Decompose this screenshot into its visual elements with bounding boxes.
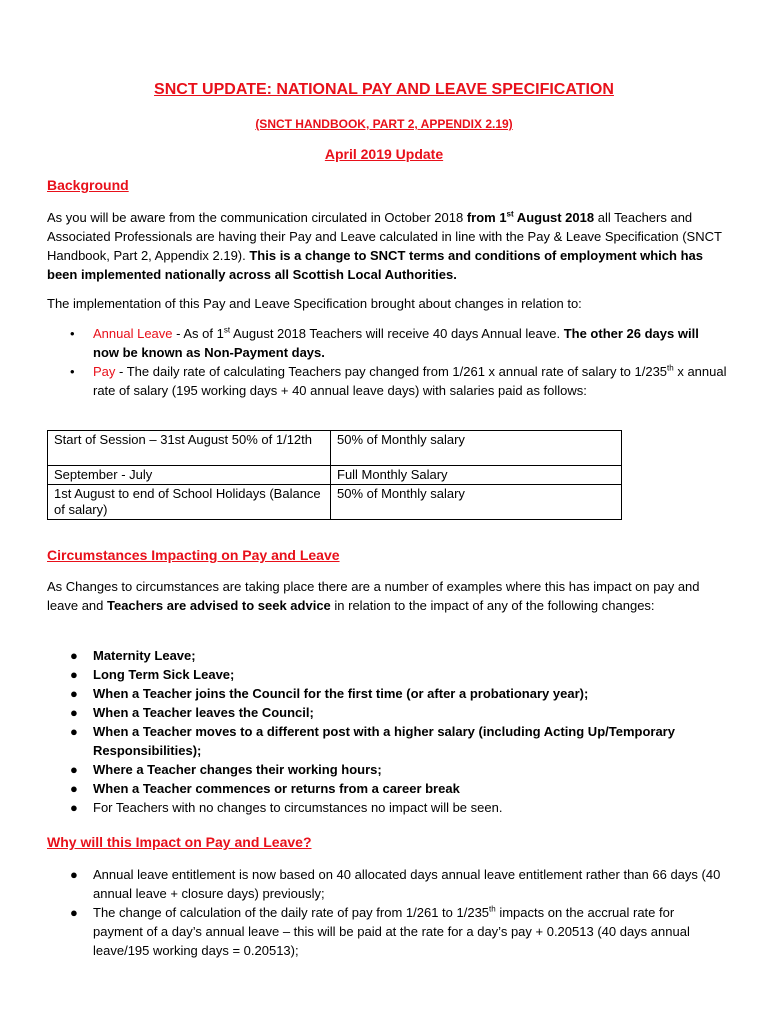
bullet-icon: •: [70, 326, 75, 341]
bullet-icon: ●: [70, 667, 78, 682]
list-item: ● Where a Teacher changes their working hours;: [70, 762, 382, 777]
circumstances-heading: Circumstances Impacting on Pay and Leave: [47, 547, 340, 563]
table-row: [48, 485, 622, 520]
list-item: ● Annual leave entitlement is now based on 40 allocated days annual leave entitlement rather than 66 days (40 annual leave + closure days) previously;: [70, 867, 721, 901]
changes-list: [47, 324, 727, 400]
list-item: ● When a Teacher moves to a different post with a higher salary (including Acting Up/Temporary Responsibilities);: [70, 724, 675, 758]
list-item: ● For Teachers with no changes to circumstances no impact will be seen.: [70, 800, 503, 815]
why-list: [47, 865, 727, 960]
update-date: April 2019 Update: [324, 146, 444, 162]
bullet-icon: ●: [70, 705, 78, 720]
list-item: ● When a Teacher commences or returns from a career break: [70, 781, 460, 796]
table-cell: September - July: [48, 466, 331, 485]
bullet-icon: ●: [70, 648, 78, 663]
salary-table: [47, 430, 622, 520]
list-item: ● Maternity Leave;: [70, 648, 196, 663]
circumstances-paragraph: As Changes to circumstances are taking place there are a number of examples where this has impact on pay and leave and Teachers are advised to seek advice in relation to the impact of any of the following changes:: [47, 579, 700, 613]
handbook-reference: (SNCT HANDBOOK, PART 2, APPENDIX 2.19): [255, 117, 513, 131]
list-item: ● When a Teacher leaves the Council;: [70, 705, 314, 720]
background-paragraph-2: The implementation of this Pay and Leave Specification brought about changes in relation to:: [47, 296, 582, 311]
why-heading: Why will this Impact on Pay and Leave?: [47, 834, 312, 850]
table-cell: 50% of Monthly salary: [331, 431, 622, 466]
table-cell: Full Monthly Salary: [331, 466, 622, 485]
table-cell: 1st August to end of School Holidays (Balance of salary): [48, 485, 331, 520]
list-item: • Pay - The daily rate of calculating Teachers pay changed from 1/261 x annual rate of salary to 1/235th x annual rate of salary (195 working days + 40 annual leave days) with salaries paid as follows:: [70, 363, 727, 398]
list-item: ● When a Teacher joins the Council for the first time (or after a probationary year);: [70, 686, 589, 701]
page-title: SNCT UPDATE: NATIONAL PAY AND LEAVE SPECIFICATION: [154, 81, 614, 98]
list-item: ● Long Term Sick Leave;: [70, 667, 235, 682]
background-heading: Background: [47, 177, 129, 193]
table-row: [48, 431, 622, 466]
bullet-icon: ●: [70, 800, 78, 815]
table-cell: Start of Session – 31st August 50% of 1/12th: [48, 431, 331, 466]
bullet-icon: ●: [70, 762, 78, 777]
table-row: [48, 466, 622, 485]
bullet-icon: ●: [70, 686, 78, 701]
bullet-icon: ●: [70, 867, 78, 882]
circumstances-list: [47, 646, 727, 817]
bullet-icon: •: [70, 364, 75, 379]
list-item: ● The change of calculation of the daily rate of pay from 1/261 to 1/235th impacts on the accrual rate for payment of a day’s annual leave – this will be paid at the rate for a day’s pay + 0.20513 (40 days annual leave/195 working days = 0.20513);: [70, 904, 690, 958]
list-item: • Annual Leave - As of 1st August 2018 Teachers will receive 40 days Annual leave. The other 26 days will now be known as Non-Payment days.: [70, 325, 699, 360]
background-paragraph-1: As you will be aware from the communication circulated in October 2018 from 1st August 2018 all Teachers and Associated Professionals are having their Pay and Leave calculated in line with the Pay & Leave Specification (SNCT Handbook, Part 2, Appendix 2.19). This is a change to SNCT terms and conditions of employment which has been implemented nationally across all Scottish Local Authorities.: [47, 209, 722, 282]
bullet-icon: ●: [70, 905, 78, 920]
bullet-icon: ●: [70, 724, 78, 739]
table-cell: 50% of Monthly salary: [331, 485, 622, 520]
bullet-icon: ●: [70, 781, 78, 796]
